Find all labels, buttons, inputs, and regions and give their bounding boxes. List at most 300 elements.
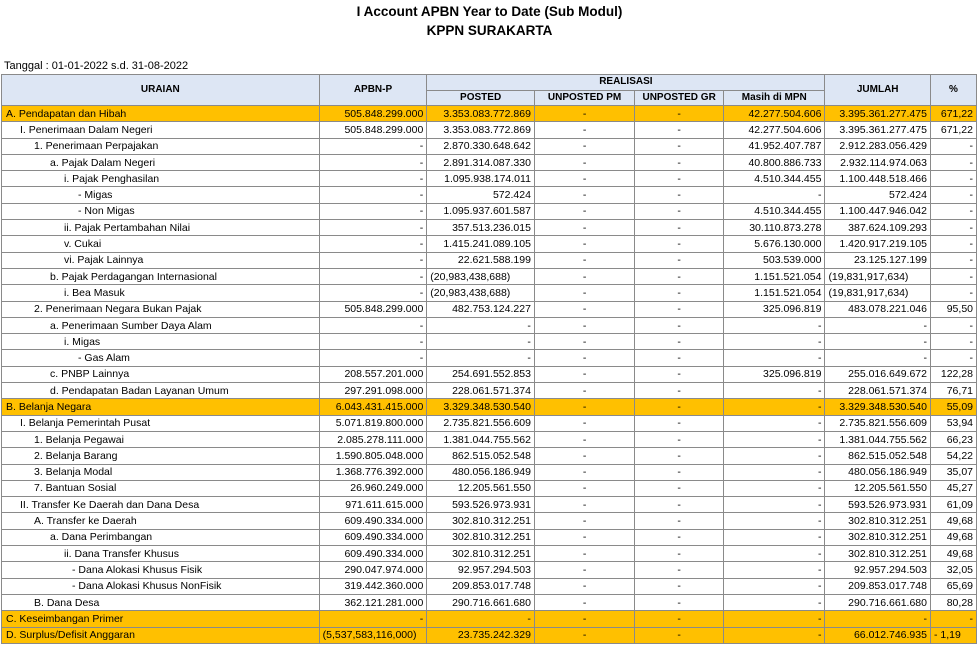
cell-unposted-pm: - [534, 268, 634, 284]
cell-unposted-pm: - [534, 529, 634, 545]
cell-percent: 65,69 [930, 578, 976, 594]
cell-masih-mpn: - [724, 399, 825, 415]
cell-posted: 3.353.083.772.869 [427, 106, 535, 122]
cell-uraian: i. Pajak Penghasilan [2, 171, 320, 187]
cell-apbn: - [319, 252, 427, 268]
cell-percent: 49,68 [930, 546, 976, 562]
cell-masih-mpn: - [724, 317, 825, 333]
cell-posted: - [427, 350, 535, 366]
cell-jumlah: 3.395.361.277.475 [825, 106, 931, 122]
table-row [2, 415, 977, 431]
cell-apbn: - [319, 317, 427, 333]
cell-masih-mpn: - [724, 415, 825, 431]
table-row [2, 627, 977, 643]
cell-masih-mpn: - [724, 611, 825, 627]
cell-apbn: 297.291.098.000 [319, 383, 427, 399]
cell-masih-mpn: 325.096.819 [724, 366, 825, 382]
cell-percent: 55,09 [930, 399, 976, 415]
cell-jumlah: 2.735.821.556.609 [825, 415, 931, 431]
cell-posted: (20,983,438,688) [427, 285, 535, 301]
cell-unposted-gr: - [635, 594, 724, 610]
cell-apbn: - [319, 138, 427, 154]
table-row [2, 464, 977, 480]
cell-percent: 95,50 [930, 301, 976, 317]
cell-masih-mpn: - [724, 187, 825, 203]
cell-jumlah: 1.100.448.518.466 [825, 171, 931, 187]
cell-posted: 92.957.294.503 [427, 562, 535, 578]
cell-jumlah: 3.395.361.277.475 [825, 122, 931, 138]
cell-uraian: ii. Pajak Pertambahan Nilai [2, 220, 320, 236]
cell-percent: 49,68 [930, 529, 976, 545]
table-row [2, 594, 977, 610]
cell-percent: 49,68 [930, 513, 976, 529]
cell-apbn: - [319, 350, 427, 366]
table-row [2, 431, 977, 447]
cell-apbn: - [319, 268, 427, 284]
cell-posted: 23.735.242.329 [427, 627, 535, 643]
header-percent: % [930, 75, 976, 106]
cell-posted: 1.381.044.755.562 [427, 431, 535, 447]
cell-unposted-pm: - [534, 415, 634, 431]
cell-unposted-gr: - [635, 122, 724, 138]
cell-posted: - [427, 317, 535, 333]
cell-jumlah: 302.810.312.251 [825, 513, 931, 529]
cell-unposted-pm: - [534, 611, 634, 627]
cell-percent: - [930, 154, 976, 170]
table-row [2, 285, 977, 301]
cell-posted: 228.061.571.374 [427, 383, 535, 399]
cell-unposted-gr: - [635, 252, 724, 268]
cell-uraian: D. Surplus/Defisit Anggaran [2, 627, 320, 643]
cell-unposted-pm: - [534, 546, 634, 562]
cell-percent: - [930, 203, 976, 219]
cell-masih-mpn: 503.539.000 [724, 252, 825, 268]
cell-percent: 35,07 [930, 464, 976, 480]
cell-percent: - [930, 187, 976, 203]
cell-masih-mpn: 4.510.344.455 [724, 203, 825, 219]
cell-unposted-pm: - [534, 138, 634, 154]
cell-unposted-gr: - [635, 203, 724, 219]
cell-uraian: i. Migas [2, 334, 320, 350]
cell-unposted-pm: - [534, 187, 634, 203]
table-row [2, 480, 977, 496]
cell-jumlah: - [825, 350, 931, 366]
cell-jumlah: 1.381.044.755.562 [825, 431, 931, 447]
cell-apbn: - [319, 236, 427, 252]
cell-uraian: A. Transfer ke Daerah [2, 513, 320, 529]
cell-masih-mpn: 30.110.873.278 [724, 220, 825, 236]
cell-jumlah: 228.061.571.374 [825, 383, 931, 399]
cell-uraian: 1. Penerimaan Perpajakan [2, 138, 320, 154]
header-masih-mpn: Masih di MPN [724, 90, 825, 106]
cell-uraian: a. Pajak Dalam Negeri [2, 154, 320, 170]
cell-masih-mpn: - [724, 594, 825, 610]
cell-unposted-pm: - [534, 122, 634, 138]
cell-jumlah: 593.526.973.931 [825, 497, 931, 513]
cell-masih-mpn: - [724, 448, 825, 464]
cell-masih-mpn: - [724, 464, 825, 480]
table-row [2, 138, 977, 154]
cell-unposted-pm: - [534, 431, 634, 447]
cell-apbn: 1.368.776.392.000 [319, 464, 427, 480]
cell-masih-mpn: - [724, 529, 825, 545]
cell-apbn: 609.490.334.000 [319, 546, 427, 562]
cell-apbn: - [319, 611, 427, 627]
cell-masih-mpn: - [724, 578, 825, 594]
header-posted: POSTED [427, 90, 535, 106]
cell-percent: 54,22 [930, 448, 976, 464]
table-row [2, 301, 977, 317]
cell-uraian: - Dana Alokasi Khusus Fisik [2, 562, 320, 578]
cell-unposted-gr: - [635, 513, 724, 529]
cell-percent: 76,71 [930, 383, 976, 399]
cell-uraian: ii. Dana Transfer Khusus [2, 546, 320, 562]
cell-unposted-pm: - [534, 366, 634, 382]
cell-masih-mpn: 42.277.504.606 [724, 122, 825, 138]
cell-percent: - [930, 138, 976, 154]
cell-percent: - [930, 220, 976, 236]
cell-percent: - [930, 171, 976, 187]
cell-masih-mpn: - [724, 480, 825, 496]
cell-posted: 1.095.938.174.011 [427, 171, 535, 187]
cell-masih-mpn: - [724, 562, 825, 578]
cell-masih-mpn: 42.277.504.606 [724, 106, 825, 122]
cell-posted: - [427, 611, 535, 627]
cell-unposted-pm: - [534, 236, 634, 252]
cell-uraian: 2. Penerimaan Negara Bukan Pajak [2, 301, 320, 317]
cell-percent: - [930, 611, 976, 627]
cell-uraian: C. Keseimbangan Primer [2, 611, 320, 627]
table-row [2, 578, 977, 594]
cell-unposted-gr: - [635, 497, 724, 513]
cell-posted: 1.415.241.089.105 [427, 236, 535, 252]
header-unposted-pm: UNPOSTED PM [534, 90, 634, 106]
cell-posted: 302.810.312.251 [427, 546, 535, 562]
cell-jumlah: 2.932.114.974.063 [825, 154, 931, 170]
cell-uraian: - Migas [2, 187, 320, 203]
cell-apbn: 505.848.299.000 [319, 106, 427, 122]
cell-jumlah: (19,831,917,634) [825, 285, 931, 301]
cell-posted: 2.870.330.648.642 [427, 138, 535, 154]
cell-masih-mpn: 1.151.521.054 [724, 268, 825, 284]
cell-masih-mpn: - [724, 546, 825, 562]
cell-unposted-gr: - [635, 220, 724, 236]
cell-apbn: 5.071.819.800.000 [319, 415, 427, 431]
cell-uraian: - Non Migas [2, 203, 320, 219]
cell-percent: - [930, 350, 976, 366]
cell-apbn: 505.848.299.000 [319, 122, 427, 138]
table-row [2, 350, 977, 366]
cell-masih-mpn: 5.676.130.000 [724, 236, 825, 252]
cell-posted: 357.513.236.015 [427, 220, 535, 236]
cell-percent: 32,05 [930, 562, 976, 578]
table-row [2, 448, 977, 464]
cell-uraian: 1. Belanja Pegawai [2, 431, 320, 447]
cell-jumlah: 290.716.661.680 [825, 594, 931, 610]
table-row [2, 122, 977, 138]
cell-unposted-pm: - [534, 252, 634, 268]
cell-jumlah: 3.329.348.530.540 [825, 399, 931, 415]
report-title: I Account APBN Year to Date (Sub Modul) [356, 4, 623, 19]
cell-unposted-pm: - [534, 203, 634, 219]
cell-posted: (20,983,438,688) [427, 268, 535, 284]
cell-unposted-gr: - [635, 562, 724, 578]
cell-apbn: 609.490.334.000 [319, 529, 427, 545]
cell-unposted-gr: - [635, 187, 724, 203]
cell-unposted-gr: - [635, 627, 724, 643]
cell-unposted-pm: - [534, 562, 634, 578]
cell-jumlah: 66.012.746.935 [825, 627, 931, 643]
cell-unposted-pm: - [534, 301, 634, 317]
cell-jumlah: 23.125.127.199 [825, 252, 931, 268]
cell-unposted-gr: - [635, 415, 724, 431]
cell-masih-mpn: - [724, 334, 825, 350]
table-row [2, 252, 977, 268]
cell-unposted-pm: - [534, 285, 634, 301]
cell-unposted-gr: - [635, 317, 724, 333]
cell-posted: 3.329.348.530.540 [427, 399, 535, 415]
cell-unposted-pm: - [534, 171, 634, 187]
cell-jumlah: 483.078.221.046 [825, 301, 931, 317]
cell-apbn: - [319, 334, 427, 350]
cell-unposted-pm: - [534, 399, 634, 415]
cell-posted: 593.526.973.931 [427, 497, 535, 513]
cell-unposted-gr: - [635, 154, 724, 170]
cell-jumlah: 1.100.447.946.042 [825, 203, 931, 219]
table-row [2, 334, 977, 350]
cell-unposted-pm: - [534, 154, 634, 170]
cell-posted: 572.424 [427, 187, 535, 203]
cell-posted: 22.621.588.199 [427, 252, 535, 268]
table-row [2, 366, 977, 382]
cell-unposted-gr: - [635, 464, 724, 480]
cell-uraian: i. Bea Masuk [2, 285, 320, 301]
cell-uraian: II. Transfer Ke Daerah dan Dana Desa [2, 497, 320, 513]
cell-jumlah: 92.957.294.503 [825, 562, 931, 578]
cell-unposted-pm: - [534, 480, 634, 496]
cell-unposted-gr: - [635, 285, 724, 301]
cell-posted: 209.853.017.748 [427, 578, 535, 594]
header-realisasi: REALISASI [427, 75, 825, 91]
table-row [2, 268, 977, 284]
cell-uraian: vi. Pajak Lainnya [2, 252, 320, 268]
cell-jumlah: 862.515.052.548 [825, 448, 931, 464]
cell-unposted-gr: - [635, 350, 724, 366]
cell-posted: 2.735.821.556.609 [427, 415, 535, 431]
cell-unposted-gr: - [635, 106, 724, 122]
cell-uraian: - Gas Alam [2, 350, 320, 366]
cell-uraian: d. Pendapatan Badan Layanan Umum [2, 383, 320, 399]
header-uraian: URAIAN [2, 75, 320, 106]
cell-unposted-pm: - [534, 220, 634, 236]
cell-masih-mpn: 1.151.521.054 [724, 285, 825, 301]
cell-unposted-pm: - [534, 578, 634, 594]
cell-uraian: B. Dana Desa [2, 594, 320, 610]
cell-uraian: I. Belanja Pemerintah Pusat [2, 415, 320, 431]
cell-apbn: 290.047.974.000 [319, 562, 427, 578]
cell-masih-mpn: 325.096.819 [724, 301, 825, 317]
cell-uraian: 7. Bantuan Sosial [2, 480, 320, 496]
cell-jumlah: 572.424 [825, 187, 931, 203]
cell-unposted-gr: - [635, 611, 724, 627]
header-unposted-gr: UNPOSTED GR [635, 90, 724, 106]
cell-unposted-gr: - [635, 546, 724, 562]
cell-uraian: 2. Belanja Barang [2, 448, 320, 464]
cell-percent: - [930, 252, 976, 268]
cell-unposted-pm: - [534, 464, 634, 480]
cell-jumlah: (19,831,917,634) [825, 268, 931, 284]
cell-jumlah: - [825, 317, 931, 333]
cell-unposted-pm: - [534, 106, 634, 122]
cell-apbn: 319.442.360.000 [319, 578, 427, 594]
cell-jumlah: 12.205.561.550 [825, 480, 931, 496]
cell-apbn: 971.611.615.000 [319, 497, 427, 513]
cell-masih-mpn: - [724, 383, 825, 399]
cell-uraian: B. Belanja Negara [2, 399, 320, 415]
header-jumlah: JUMLAH [825, 75, 931, 106]
cell-masih-mpn: - [724, 350, 825, 366]
cell-masih-mpn: - [724, 513, 825, 529]
cell-unposted-pm: - [534, 350, 634, 366]
cell-unposted-gr: - [635, 301, 724, 317]
cell-percent: 80,28 [930, 594, 976, 610]
cell-posted: 480.056.186.949 [427, 464, 535, 480]
cell-unposted-gr: - [635, 529, 724, 545]
cell-apbn: 609.490.334.000 [319, 513, 427, 529]
cell-jumlah: 387.624.109.293 [825, 220, 931, 236]
cell-unposted-gr: - [635, 366, 724, 382]
cell-unposted-pm: - [534, 594, 634, 610]
account-table [1, 74, 977, 644]
cell-uraian: I. Penerimaan Dalam Negeri [2, 122, 320, 138]
cell-unposted-gr: - [635, 431, 724, 447]
cell-percent: 671,22 [930, 122, 976, 138]
cell-unposted-gr: - [635, 334, 724, 350]
cell-percent: 61,09 [930, 497, 976, 513]
cell-jumlah: 255.016.649.672 [825, 366, 931, 382]
cell-masih-mpn: - [724, 497, 825, 513]
cell-unposted-gr: - [635, 480, 724, 496]
cell-unposted-gr: - [635, 171, 724, 187]
cell-uraian: A. Pendapatan dan Hibah [2, 106, 320, 122]
table-row [2, 546, 977, 562]
table-body [2, 106, 977, 644]
cell-unposted-gr: - [635, 138, 724, 154]
cell-apbn: 362.121.281.000 [319, 594, 427, 610]
table-row [2, 203, 977, 219]
cell-unposted-pm: - [534, 497, 634, 513]
table-row [2, 399, 977, 415]
cell-masih-mpn: 40.800.886.733 [724, 154, 825, 170]
cell-apbn: - [319, 285, 427, 301]
cell-unposted-gr: - [635, 578, 724, 594]
cell-posted: 862.515.052.548 [427, 448, 535, 464]
cell-apbn: - [319, 171, 427, 187]
cell-uraian: b. Pajak Perdagangan Internasional [2, 268, 320, 284]
cell-unposted-gr: - [635, 268, 724, 284]
cell-jumlah: 480.056.186.949 [825, 464, 931, 480]
cell-percent: 122,28 [930, 366, 976, 382]
cell-jumlah: 302.810.312.251 [825, 529, 931, 545]
table-row [2, 611, 977, 627]
cell-posted: 2.891.314.087.330 [427, 154, 535, 170]
table-row [2, 513, 977, 529]
cell-masih-mpn: 4.510.344.455 [724, 171, 825, 187]
cell-uraian: a. Penerimaan Sumber Daya Alam [2, 317, 320, 333]
cell-jumlah: 302.810.312.251 [825, 546, 931, 562]
cell-percent: - [930, 285, 976, 301]
cell-posted: 302.810.312.251 [427, 529, 535, 545]
cell-apbn: - [319, 220, 427, 236]
table-row [2, 220, 977, 236]
cell-uraian: c. PNBP Lainnya [2, 366, 320, 382]
cell-percent: 671,22 [930, 106, 976, 122]
cell-apbn: 1.590.805.048.000 [319, 448, 427, 464]
cell-percent: - 1,19 [930, 627, 976, 643]
cell-unposted-pm: - [534, 334, 634, 350]
cell-posted: 482.753.124.227 [427, 301, 535, 317]
cell-unposted-pm: - [534, 627, 634, 643]
cell-percent: 66,23 [930, 431, 976, 447]
cell-uraian: 3. Belanja Modal [2, 464, 320, 480]
table-row [2, 106, 977, 122]
cell-apbn: 26.960.249.000 [319, 480, 427, 496]
cell-unposted-pm: - [534, 383, 634, 399]
cell-percent: - [930, 236, 976, 252]
cell-apbn: - [319, 187, 427, 203]
cell-posted: - [427, 334, 535, 350]
cell-apbn: - [319, 203, 427, 219]
cell-apbn: 6.043.431.415.000 [319, 399, 427, 415]
cell-percent: 53,94 [930, 415, 976, 431]
cell-posted: 3.353.083.772.869 [427, 122, 535, 138]
cell-percent: - [930, 268, 976, 284]
report-subtitle: KPPN SURAKARTA [426, 23, 553, 38]
table-row [2, 154, 977, 170]
table-row [2, 562, 977, 578]
table-row [2, 236, 977, 252]
table-row [2, 317, 977, 333]
cell-percent: - [930, 317, 976, 333]
cell-unposted-pm: - [534, 317, 634, 333]
cell-unposted-gr: - [635, 383, 724, 399]
cell-masih-mpn: 41.952.407.787 [724, 138, 825, 154]
cell-apbn: - [319, 154, 427, 170]
cell-unposted-gr: - [635, 399, 724, 415]
cell-unposted-gr: - [635, 236, 724, 252]
table-row [2, 529, 977, 545]
table-row [2, 497, 977, 513]
cell-apbn: 2.085.278.111.000 [319, 431, 427, 447]
cell-posted: 1.095.937.601.587 [427, 203, 535, 219]
cell-masih-mpn: - [724, 431, 825, 447]
cell-posted: 302.810.312.251 [427, 513, 535, 529]
cell-posted: 12.205.561.550 [427, 480, 535, 496]
cell-jumlah: 209.853.017.748 [825, 578, 931, 594]
cell-unposted-pm: - [534, 448, 634, 464]
cell-uraian: v. Cukai [2, 236, 320, 252]
cell-jumlah: 2.912.283.056.429 [825, 138, 931, 154]
cell-jumlah: - [825, 334, 931, 350]
cell-percent: - [930, 334, 976, 350]
cell-posted: 290.716.661.680 [427, 594, 535, 610]
table-row [2, 187, 977, 203]
table-row [2, 171, 977, 187]
cell-uraian: - Dana Alokasi Khusus NonFisik [2, 578, 320, 594]
cell-unposted-pm: - [534, 513, 634, 529]
cell-masih-mpn: - [724, 627, 825, 643]
cell-apbn: (5,537,583,116,000) [319, 627, 427, 643]
